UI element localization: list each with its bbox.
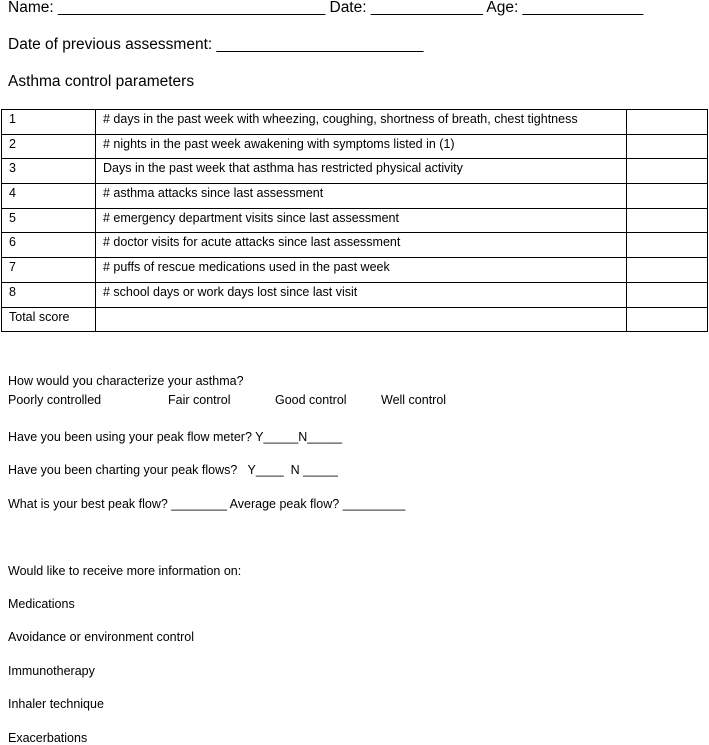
row-score-cell[interactable] — [627, 233, 708, 258]
total-score-label: Total score — [2, 307, 96, 332]
info-item-avoidance[interactable]: Avoidance or environment control — [8, 630, 194, 644]
row-description: # emergency department visits since last assessment — [96, 208, 627, 233]
row-number: 6 — [2, 233, 96, 258]
row-description: # nights in the past week awakening with symptoms listed in (1) — [96, 134, 627, 159]
best-peak-flow-question: What is your best peak flow? ________ Average peak flow? _________ — [8, 497, 406, 511]
characterize-question: How would you characterize your asthma? — [8, 374, 244, 388]
info-item-medications[interactable]: Medications — [8, 597, 75, 611]
total-score-row — [2, 307, 708, 332]
row-score-cell[interactable] — [627, 258, 708, 283]
row-number: 7 — [2, 258, 96, 283]
total-score-cell[interactable] — [627, 307, 708, 332]
option-poorly-controlled[interactable]: Poorly controlled — [8, 393, 102, 407]
row-number: 4 — [2, 184, 96, 209]
table-row — [2, 282, 708, 307]
peak-flow-charting-question: Have you been charting your peak flows? Y____ N _____ — [8, 463, 338, 477]
asthma-control-table — [1, 109, 708, 332]
row-description: # school days or work days lost since last visit — [96, 282, 627, 307]
row-score-cell[interactable] — [627, 159, 708, 184]
row-description: # doctor visits for acute attacks since last assessment — [96, 233, 627, 258]
row-score-cell[interactable] — [627, 110, 708, 135]
table-row — [2, 208, 708, 233]
name-date-age-line: Name: _______________________________ Date: _____________ Age: ______________ — [8, 0, 644, 16]
table-row — [2, 184, 708, 209]
row-description: # days in the past week with wheezing, coughing, shortness of breath, chest tightness — [96, 110, 627, 135]
row-number: 1 — [2, 110, 96, 135]
row-description: # puffs of rescue medications used in the past week — [96, 258, 627, 283]
table-row — [2, 258, 708, 283]
peak-flow-meter-question: Have you been using your peak flow meter? Y_____N_____ — [8, 430, 343, 444]
option-good-control[interactable]: Good control — [275, 393, 347, 407]
more-info-heading: Would like to receive more information on: — [8, 564, 242, 578]
row-number: 2 — [2, 134, 96, 159]
row-description: # asthma attacks since last assessment — [96, 184, 627, 209]
row-description: Days in the past week that asthma has restricted physical activity — [96, 159, 627, 184]
table-row — [2, 233, 708, 258]
option-fair-control[interactable]: Fair control — [168, 393, 231, 407]
total-score-description — [96, 307, 627, 332]
row-number: 3 — [2, 159, 96, 184]
section-title: Asthma control parameters — [8, 73, 195, 90]
table-row — [2, 110, 708, 135]
row-number: 8 — [2, 282, 96, 307]
previous-assessment-line: Date of previous assessment: ________________________ — [8, 36, 424, 53]
row-score-cell[interactable] — [627, 208, 708, 233]
row-score-cell[interactable] — [627, 282, 708, 307]
table-row — [2, 134, 708, 159]
table-row — [2, 159, 708, 184]
row-number: 5 — [2, 208, 96, 233]
option-well-control[interactable]: Well control — [381, 393, 447, 407]
info-item-inhaler-technique[interactable]: Inhaler technique — [8, 697, 104, 711]
row-score-cell[interactable] — [627, 134, 708, 159]
row-score-cell[interactable] — [627, 184, 708, 209]
info-item-immunotherapy[interactable]: Immunotherapy — [8, 664, 95, 678]
info-item-exacerbations[interactable]: Exacerbations — [8, 731, 88, 745]
